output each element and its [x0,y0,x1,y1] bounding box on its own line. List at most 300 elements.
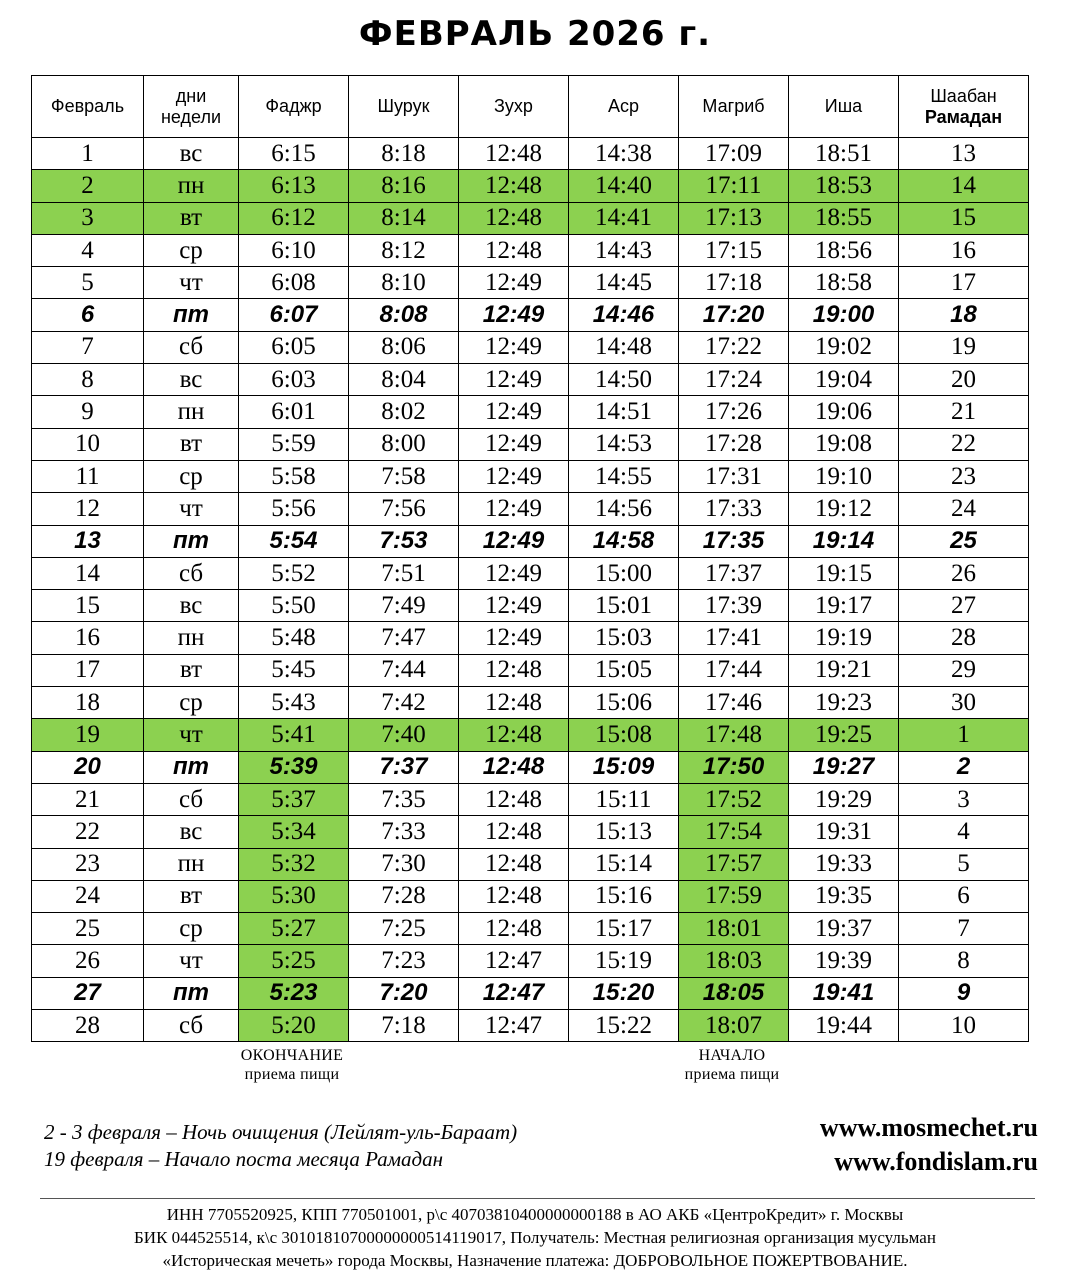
cell-wd: пн [144,170,239,202]
cell-zuhr: 12:48 [459,234,569,266]
cell-fajr: 5:58 [239,460,349,492]
cell-hijri: 8 [899,945,1029,977]
cell-shuruk: 7:56 [349,493,459,525]
cell-day: 15 [32,590,144,622]
cell-hijri: 27 [899,590,1029,622]
header-month: Февраль [32,76,144,138]
cell-zuhr: 12:49 [459,267,569,299]
cell-maghrib: 17:28 [679,428,789,460]
cell-hijri: 28 [899,622,1029,654]
cell-maghrib: 17:22 [679,331,789,363]
cell-isha: 19:12 [789,493,899,525]
cell-shuruk: 8:04 [349,364,459,396]
cell-shuruk: 7:49 [349,590,459,622]
cell-isha: 19:31 [789,816,899,848]
cell-isha: 19:08 [789,428,899,460]
cell-shuruk: 7:28 [349,880,459,912]
table-row [32,945,1029,977]
event-item: 2 - 3 февраля – Ночь очищения (Лейлят-уль-Бараат) [44,1120,518,1144]
cell-wd: вс [144,590,239,622]
cell-asr: 14:58 [569,525,679,557]
cell-zuhr: 12:48 [459,687,569,719]
cell-wd: вт [144,654,239,686]
cell-day: 13 [32,525,144,557]
cell-isha: 18:51 [789,138,899,170]
cell-day: 26 [32,945,144,977]
cell-zuhr: 12:49 [459,396,569,428]
header-fajr: Фаджр [239,76,349,138]
cell-wd: чт [144,945,239,977]
cell-zuhr: 12:49 [459,493,569,525]
cell-fajr: 5:41 [239,719,349,751]
cell-wd: вт [144,428,239,460]
table-row [32,364,1029,396]
cell-hijri: 23 [899,460,1029,492]
cell-day: 28 [32,1010,144,1042]
cell-maghrib: 18:03 [679,945,789,977]
cell-maghrib: 17:44 [679,654,789,686]
cell-maghrib: 17:37 [679,557,789,589]
cell-hijri: 9 [899,977,1029,1009]
cell-day: 3 [32,202,144,234]
cell-hijri: 7 [899,913,1029,945]
cell-isha: 19:14 [789,525,899,557]
table-row [32,267,1029,299]
cell-shuruk: 8:16 [349,170,459,202]
cell-fajr: 5:54 [239,525,349,557]
cell-fajr: 5:56 [239,493,349,525]
cell-zuhr: 12:48 [459,783,569,815]
cell-isha: 19:29 [789,783,899,815]
prayer-schedule-table [31,75,1029,1042]
table-row [32,848,1029,880]
table-row [32,460,1029,492]
cell-maghrib: 17:24 [679,364,789,396]
cell-asr: 14:43 [569,234,679,266]
cell-shuruk: 7:35 [349,783,459,815]
cell-wd: сб [144,557,239,589]
cell-hijri: 15 [899,202,1029,234]
cell-asr: 15:05 [569,654,679,686]
cell-maghrib: 17:13 [679,202,789,234]
cell-asr: 15:19 [569,945,679,977]
cell-hijri: 6 [899,880,1029,912]
table-row [32,202,1029,234]
table-row [32,170,1029,202]
cell-shuruk: 8:10 [349,267,459,299]
cell-hijri: 22 [899,428,1029,460]
event-item: 19 февраля – Начало поста месяца Рамадан [44,1147,444,1171]
fajr-note [222,1046,362,1084]
cell-maghrib: 17:15 [679,234,789,266]
cell-asr: 15:03 [569,622,679,654]
cell-asr: 14:38 [569,138,679,170]
cell-zuhr: 12:48 [459,816,569,848]
header-shuruk: Шурук [349,76,459,138]
cell-maghrib: 17:57 [679,848,789,880]
cell-shuruk: 7:42 [349,687,459,719]
cell-asr: 15:11 [569,783,679,815]
cell-isha: 19:10 [789,460,899,492]
cell-hijri: 30 [899,687,1029,719]
cell-isha: 19:04 [789,364,899,396]
cell-wd: вс [144,138,239,170]
cell-wd: чт [144,493,239,525]
cell-shuruk: 7:25 [349,913,459,945]
table-row [32,557,1029,589]
cell-hijri: 1 [899,719,1029,751]
cell-day: 21 [32,783,144,815]
cell-zuhr: 12:49 [459,557,569,589]
cell-day: 4 [32,234,144,266]
cell-wd: чт [144,267,239,299]
cell-isha: 18:53 [789,170,899,202]
table-row [32,751,1029,783]
cell-wd: ср [144,234,239,266]
cell-wd: пт [144,299,239,331]
cell-zuhr: 12:47 [459,977,569,1009]
cell-wd: вт [144,880,239,912]
cell-fajr: 6:15 [239,138,349,170]
website-link[interactable]: www.mosmechet.ru [819,1113,1038,1142]
cell-fajr: 5:30 [239,880,349,912]
table-row [32,525,1029,557]
cell-shuruk: 7:47 [349,622,459,654]
cell-fajr: 6:10 [239,234,349,266]
bank-details-line: БИК 044525514, к\с 30101810700000000514119017, Получатель: Местная религиозная организация мусульман [134,1228,936,1247]
cell-isha: 19:19 [789,622,899,654]
header-weekday-line1: дни [175,85,207,106]
cell-maghrib: 17:54 [679,816,789,848]
cell-isha: 19:17 [789,590,899,622]
table-row [32,687,1029,719]
cell-shuruk: 7:23 [349,945,459,977]
header-hijri-line2: Рамадан [924,106,1003,127]
cell-shuruk: 7:30 [349,848,459,880]
cell-maghrib: 17:20 [679,299,789,331]
cell-fajr: 5:52 [239,557,349,589]
cell-shuruk: 7:33 [349,816,459,848]
cell-isha: 18:56 [789,234,899,266]
table-row [32,1010,1029,1042]
cell-zuhr: 12:49 [459,428,569,460]
cell-day: 12 [32,493,144,525]
cell-day: 25 [32,913,144,945]
cell-wd: пн [144,622,239,654]
cell-fajr: 6:13 [239,170,349,202]
cell-zuhr: 12:49 [459,299,569,331]
cell-asr: 15:14 [569,848,679,880]
cell-day: 24 [32,880,144,912]
cell-maghrib: 17:11 [679,170,789,202]
table-header-row [32,76,1029,138]
cell-zuhr: 12:49 [459,590,569,622]
cell-asr: 14:45 [569,267,679,299]
table-row [32,913,1029,945]
cell-hijri: 5 [899,848,1029,880]
cell-zuhr: 12:49 [459,364,569,396]
cell-asr: 15:20 [569,977,679,1009]
cell-zuhr: 12:48 [459,751,569,783]
cell-fajr: 5:48 [239,622,349,654]
header-zuhr: Зухр [459,76,569,138]
cell-fajr: 6:03 [239,364,349,396]
cell-shuruk: 8:00 [349,428,459,460]
cell-wd: сб [144,783,239,815]
cell-day: 18 [32,687,144,719]
cell-zuhr: 12:49 [459,525,569,557]
cell-hijri: 18 [899,299,1029,331]
cell-hijri: 16 [899,234,1029,266]
cell-shuruk: 7:51 [349,557,459,589]
cell-asr: 15:08 [569,719,679,751]
cell-maghrib: 17:35 [679,525,789,557]
cell-hijri: 4 [899,816,1029,848]
cell-fajr: 5:37 [239,783,349,815]
cell-isha: 19:27 [789,751,899,783]
cell-isha: 19:23 [789,687,899,719]
cell-day: 2 [32,170,144,202]
cell-zuhr: 12:49 [459,622,569,654]
cell-shuruk: 7:53 [349,525,459,557]
cell-asr: 15:17 [569,913,679,945]
cell-maghrib: 17:18 [679,267,789,299]
maghrib-note-line1: НАЧАЛО [698,1047,766,1064]
cell-shuruk: 7:40 [349,719,459,751]
cell-day: 19 [32,719,144,751]
cell-wd: чт [144,719,239,751]
cell-zuhr: 12:48 [459,848,569,880]
cell-fajr: 6:05 [239,331,349,363]
cell-day: 10 [32,428,144,460]
cell-asr: 15:16 [569,880,679,912]
table-row [32,428,1029,460]
table-row [32,138,1029,170]
cell-hijri: 26 [899,557,1029,589]
website-links [820,1111,1038,1179]
cell-isha: 19:15 [789,557,899,589]
cell-zuhr: 12:48 [459,170,569,202]
cell-isha: 19:44 [789,1010,899,1042]
header-weekday-line2: недели [160,106,222,127]
maghrib-note [662,1046,802,1084]
cell-zuhr: 12:48 [459,719,569,751]
cell-hijri: 3 [899,783,1029,815]
cell-day: 16 [32,622,144,654]
cell-isha: 19:33 [789,848,899,880]
table-row [32,783,1029,815]
table-row [32,816,1029,848]
cell-shuruk: 8:08 [349,299,459,331]
cell-wd: ср [144,460,239,492]
cell-day: 14 [32,557,144,589]
table-row [32,234,1029,266]
header-hijri-line1: Шаабан [930,85,997,106]
cell-asr: 15:09 [569,751,679,783]
cell-hijri: 13 [899,138,1029,170]
cell-asr: 15:01 [569,590,679,622]
cell-wd: пт [144,977,239,1009]
table-row [32,719,1029,751]
cell-isha: 19:02 [789,331,899,363]
cell-isha: 19:39 [789,945,899,977]
cell-day: 5 [32,267,144,299]
bank-details-line: «Историческая мечеть» города Москвы, Назначение платежа: ДОБРОВОЛЬНОЕ ПОЖЕРТВОВАНИЕ. [162,1251,908,1270]
cell-isha: 19:35 [789,880,899,912]
cell-asr: 15:06 [569,687,679,719]
cell-fajr: 5:39 [239,751,349,783]
cell-fajr: 6:08 [239,267,349,299]
cell-fajr: 5:20 [239,1010,349,1042]
cell-zuhr: 12:48 [459,138,569,170]
table-row [32,880,1029,912]
cell-day: 7 [32,331,144,363]
cell-shuruk: 8:12 [349,234,459,266]
cell-maghrib: 17:46 [679,687,789,719]
cell-fajr: 6:07 [239,299,349,331]
cell-fajr: 5:59 [239,428,349,460]
cell-day: 27 [32,977,144,1009]
cell-asr: 14:48 [569,331,679,363]
cell-zuhr: 12:48 [459,880,569,912]
cell-maghrib: 18:07 [679,1010,789,1042]
cell-isha: 19:25 [789,719,899,751]
cell-hijri: 2 [899,751,1029,783]
cell-wd: пн [144,396,239,428]
cell-day: 9 [32,396,144,428]
table-row [32,622,1029,654]
header-hijri [899,76,1029,138]
cell-isha: 19:21 [789,654,899,686]
cell-wd: сб [144,1010,239,1042]
cell-day: 23 [32,848,144,880]
cell-fajr: 5:43 [239,687,349,719]
cell-day: 11 [32,460,144,492]
cell-isha: 18:58 [789,267,899,299]
cell-asr: 14:51 [569,396,679,428]
cell-fajr: 5:32 [239,848,349,880]
cell-asr: 14:41 [569,202,679,234]
cell-shuruk: 7:37 [349,751,459,783]
footer-divider [40,1198,1035,1199]
bank-details-line: ИНН 7705520925, КПП 770501001, р\с 40703810400000000188 в АО АКБ «ЦентроКредит» г. Москвы [166,1205,904,1224]
cell-maghrib: 18:01 [679,913,789,945]
cell-day: 8 [32,364,144,396]
cell-maghrib: 18:05 [679,977,789,1009]
cell-asr: 15:22 [569,1010,679,1042]
maghrib-note-line2: приема пищи [684,1066,780,1083]
table-row [32,299,1029,331]
cell-shuruk: 7:44 [349,654,459,686]
cell-hijri: 24 [899,493,1029,525]
table-row [32,654,1029,686]
cell-hijri: 14 [899,170,1029,202]
cell-wd: вт [144,202,239,234]
cell-fajr: 5:25 [239,945,349,977]
cell-asr: 14:53 [569,428,679,460]
cell-wd: вс [144,364,239,396]
cell-maghrib: 17:59 [679,880,789,912]
header-isha: Иша [789,76,899,138]
cell-isha: 18:55 [789,202,899,234]
fajr-note-line2: приема пищи [244,1066,340,1083]
cell-zuhr: 12:47 [459,1010,569,1042]
cell-hijri: 17 [899,267,1029,299]
cell-hijri: 29 [899,654,1029,686]
table-row [32,396,1029,428]
table-row [32,493,1029,525]
cell-hijri: 19 [899,331,1029,363]
cell-maghrib: 17:52 [679,783,789,815]
cell-wd: сб [144,331,239,363]
cell-fajr: 6:12 [239,202,349,234]
cell-zuhr: 12:48 [459,202,569,234]
cell-asr: 14:55 [569,460,679,492]
cell-maghrib: 17:50 [679,751,789,783]
cell-fajr: 5:23 [239,977,349,1009]
cell-shuruk: 8:18 [349,138,459,170]
cell-shuruk: 8:06 [349,331,459,363]
cell-zuhr: 12:49 [459,460,569,492]
cell-shuruk: 7:58 [349,460,459,492]
website-link[interactable]: www.fondislam.ru [834,1147,1038,1176]
cell-maghrib: 17:33 [679,493,789,525]
cell-isha: 19:41 [789,977,899,1009]
cell-zuhr: 12:49 [459,331,569,363]
cell-day: 22 [32,816,144,848]
cell-day: 17 [32,654,144,686]
table-row [32,590,1029,622]
cell-wd: ср [144,687,239,719]
cell-maghrib: 17:41 [679,622,789,654]
cell-zuhr: 12:48 [459,913,569,945]
cell-wd: пт [144,751,239,783]
cell-asr: 14:56 [569,493,679,525]
cell-asr: 14:46 [569,299,679,331]
bank-details [0,1203,1070,1272]
header-maghrib: Магриб [679,76,789,138]
cell-asr: 14:50 [569,364,679,396]
cell-wd: пт [144,525,239,557]
cell-hijri: 10 [899,1010,1029,1042]
cell-shuruk: 8:02 [349,396,459,428]
cell-isha: 19:37 [789,913,899,945]
header-weekday [144,76,239,138]
cell-zuhr: 12:47 [459,945,569,977]
cell-day: 1 [32,138,144,170]
cell-maghrib: 17:09 [679,138,789,170]
cell-shuruk: 7:20 [349,977,459,1009]
page-title: ФЕВРАЛЬ 2026 г. [358,14,712,54]
cell-hijri: 20 [899,364,1029,396]
cell-shuruk: 7:18 [349,1010,459,1042]
cell-maghrib: 17:26 [679,396,789,428]
cell-maghrib: 17:39 [679,590,789,622]
fajr-note-line1: ОКОНЧАНИЕ [240,1047,344,1064]
cell-isha: 19:06 [789,396,899,428]
cell-fajr: 5:34 [239,816,349,848]
cell-hijri: 21 [899,396,1029,428]
table-row [32,331,1029,363]
cell-maghrib: 17:48 [679,719,789,751]
cell-fajr: 5:45 [239,654,349,686]
cell-asr: 15:13 [569,816,679,848]
cell-asr: 15:00 [569,557,679,589]
events-list [44,1119,517,1173]
cell-asr: 14:40 [569,170,679,202]
cell-fajr: 5:50 [239,590,349,622]
cell-shuruk: 8:14 [349,202,459,234]
